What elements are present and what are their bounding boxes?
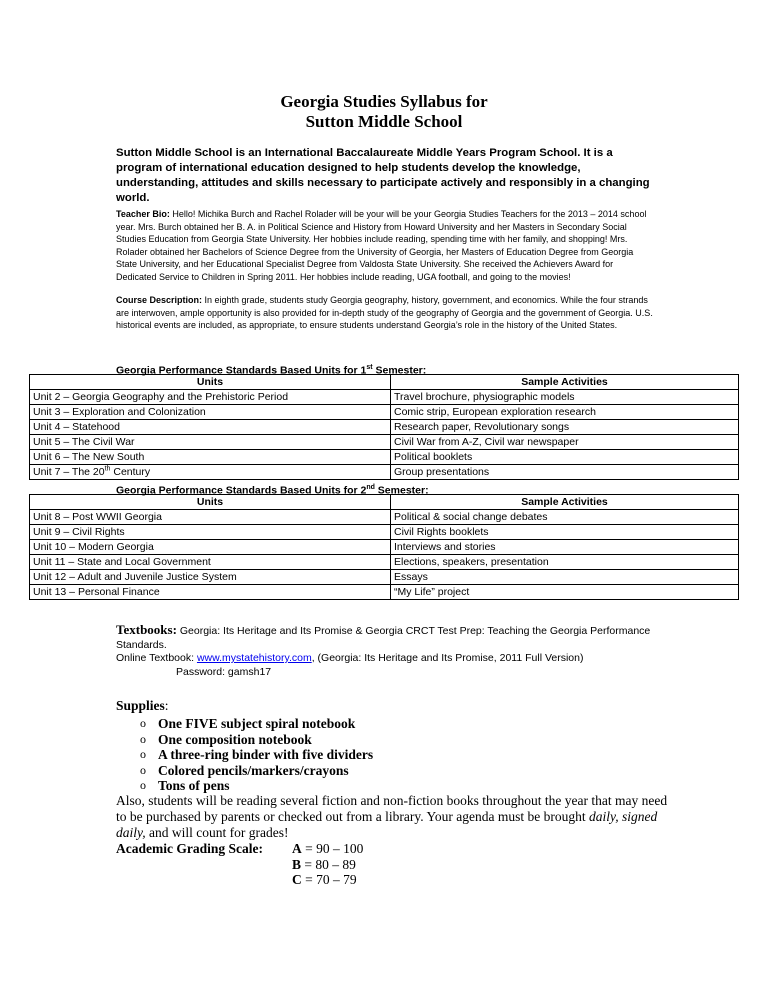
activity-cell: Group presentations: [391, 465, 739, 480]
grade-row: [292, 872, 357, 888]
title-line-1: Georgia Studies Syllabus for: [280, 92, 488, 111]
course-description-text: In eighth grade, students study Georgia geography, history, government, and economics. While the four strands are interwoven, ample opportunity is also provided for in-depth study of the geography of Georgia and the government of Georgia. U.S. historical events are included, as appropriate, to ensure students understand Georgia’s role in the history of the United States.: [116, 295, 653, 331]
semester1-heading-text: Georgia Performance Standards Based Units for 1: [116, 364, 367, 377]
supplies-list: [116, 716, 373, 794]
grade-letter: A: [292, 841, 302, 856]
activity-cell: Civil Rights booklets: [391, 525, 739, 540]
supplies-section: [116, 698, 373, 794]
grade-range: = 80 – 89: [301, 856, 356, 872]
table-row: [30, 510, 739, 525]
table-row: [30, 555, 739, 570]
activity-cell: Comic strip, European exploration research: [391, 405, 739, 420]
grade-row: [292, 841, 363, 857]
online-textbook-link[interactable]: www.mystatehistory.com: [196, 652, 312, 664]
grade-range: = 90 – 100: [301, 841, 364, 856]
table-row: [30, 585, 739, 600]
bullet-icon: o: [140, 747, 146, 762]
semester2-table-body: [30, 510, 739, 600]
unit-cell: Unit 2 – Georgia Geography and the Prehistoric Period: [30, 390, 391, 405]
table-row: [30, 450, 739, 465]
activity-cell: Civil War from A-Z, Civil war newspaper: [391, 435, 739, 450]
unit-cell: Unit 6 – The New South: [30, 450, 391, 465]
list-item: [116, 716, 373, 732]
online-textbook-details: , (Georgia: Its Heritage and Its Promise, 2011 Full Version): [311, 652, 584, 664]
unit-cell: Unit 3 – Exploration and Colonization: [30, 405, 391, 420]
unit-cell: Unit 11 – State and Local Government: [30, 555, 391, 570]
activity-cell: Essays: [391, 570, 739, 585]
unit-text: Unit 7 – The 20: [33, 466, 105, 478]
semester1-table: [29, 374, 739, 480]
table-row: [30, 405, 739, 420]
supply-text: Tons of pens: [158, 778, 230, 794]
grade-range: = 70 – 79: [301, 872, 357, 888]
unit-cell: Unit 8 – Post WWII Georgia: [30, 510, 391, 525]
closing-italic: daily, signed daily,: [116, 809, 658, 840]
supplies-label: Supplies: [116, 698, 165, 713]
online-textbook-label: Online Textbook:: [116, 652, 197, 664]
semester2-heading-sup: nd: [366, 484, 375, 491]
teacher-bio: [116, 208, 656, 284]
page-title: [0, 92, 768, 132]
table-row: [30, 525, 739, 540]
online-textbook-line: [116, 652, 676, 666]
password-line: Password: gamsh17: [176, 665, 272, 678]
semester2-table: [29, 494, 739, 600]
teacher-bio-text: Hello! Michika Burch and Rachel Rolader will be your will be your Georgia Studies Teachers for the 2013 – 2014 school year. Mrs. Burch obtained her B. A. in Political Science and History from Howard University and her Masters in Secondary Social Studies Education from Georgia State University. Her hobbies include reading, spending time with her family, and shopping! Mrs. Rolader obtained her Bachelors of Science Degree from the University of Georgia, her Masters of Education Degree from Georgia State University, and her Educational Specialist Degree from Valdosta State University. She received the Achievers Award for Dedicated Service to Children in Spring 2011. Her hobbies include reading, UGA football, and going to the movies!: [116, 209, 647, 282]
unit-cell: Unit 4 – Statehood: [30, 420, 391, 435]
supplies-colon: :: [164, 698, 169, 713]
textbooks-text: Georgia: Its Heritage and Its Promise & Georgia CRCT Test Prep: Teaching the Georgia Performance Standards.: [116, 625, 651, 651]
table-row: [30, 390, 739, 405]
activity-cell: Political & social change debates: [391, 510, 739, 525]
activity-cell: Travel brochure, physiographic models: [391, 390, 739, 405]
closing-text-1: Also, students will be reading several fiction and non-fiction books throughout the year that may need to be purchased by parents or checked out from a library. Your agenda must be brought: [116, 793, 668, 824]
activity-cell: Interviews and stories: [391, 540, 739, 555]
unit-cell: Unit 10 – Modern Georgia: [30, 540, 391, 555]
supply-text: One composition notebook: [158, 731, 312, 747]
textbooks-label: Textbooks:: [116, 622, 177, 637]
grade-letter: C: [292, 872, 302, 888]
unit-cell: Unit 13 – Personal Finance: [30, 585, 391, 600]
grade-row: [292, 857, 356, 873]
semester2-heading-text: Georgia Performance Standards Based Units for 2: [116, 484, 367, 497]
list-item: [116, 778, 373, 794]
unit-sup: th: [104, 465, 111, 473]
activity-cell: Elections, speakers, presentation: [391, 555, 739, 570]
table-header-row: [30, 375, 739, 390]
supply-text: One FIVE subject spiral notebook: [158, 716, 356, 731]
closing-text-2: and will count for grades!: [145, 825, 289, 840]
table-row: [30, 435, 739, 450]
bullet-icon: o: [140, 716, 146, 730]
activity-cell: Political booklets: [391, 450, 739, 465]
course-description: [116, 294, 656, 332]
supply-text: A three-ring binder with five dividers: [158, 747, 374, 763]
semester2-heading-suffix: Semester:: [374, 484, 429, 497]
table-row: [30, 540, 739, 555]
activity-cell: Research paper, Revolutionary songs: [391, 420, 739, 435]
column-header-units: Units: [30, 375, 391, 390]
textbooks-line: [116, 623, 676, 652]
column-header-activities: Sample Activities: [391, 375, 739, 390]
intro-paragraph: Sutton Middle School is an International Baccalaureate Middle Years Program School. It is a program of international education designed to help students develop the knowledge, understanding, attitudes and skills necessary to participate actively and responsibly in a changing world.: [116, 147, 650, 204]
grading-scale-label: Academic Grading Scale:: [116, 841, 263, 856]
column-header-activities: Sample Activities: [391, 495, 739, 510]
list-item: [116, 747, 373, 763]
table-row: [30, 570, 739, 585]
bullet-icon: o: [140, 762, 146, 777]
teacher-bio-label: Teacher Bio:: [116, 209, 170, 219]
bullet-icon: o: [140, 778, 146, 793]
semester1-table-body: [30, 390, 739, 480]
list-item: [116, 732, 373, 748]
table-row: [30, 465, 739, 480]
grade-letter: B: [292, 856, 302, 872]
semester1-heading-suffix: Semester:: [372, 364, 427, 377]
unit-cell: Unit 9 – Civil Rights: [30, 525, 391, 540]
table-header-row: [30, 495, 739, 510]
list-item: [116, 763, 373, 779]
unit-cell: [30, 465, 391, 480]
semester1-heading-sup: st: [366, 364, 373, 371]
course-description-label: Course Description:: [116, 295, 203, 305]
unit-cell: Unit 12 – Adult and Juvenile Justice System: [30, 570, 391, 585]
column-header-units: Units: [30, 495, 391, 510]
unit-cell: Unit 5 – The Civil War: [30, 435, 391, 450]
textbooks-section: [116, 623, 676, 679]
supply-text: Colored pencils/markers/crayons: [158, 762, 349, 778]
table-row: [30, 420, 739, 435]
activity-cell: “My Life” project: [391, 585, 739, 600]
unit-text-suffix: Century: [110, 466, 151, 478]
closing-paragraph: [116, 793, 676, 841]
bullet-icon: o: [140, 731, 146, 746]
title-line-2: Sutton Middle School: [305, 112, 463, 131]
grading-scale: [116, 841, 363, 888]
